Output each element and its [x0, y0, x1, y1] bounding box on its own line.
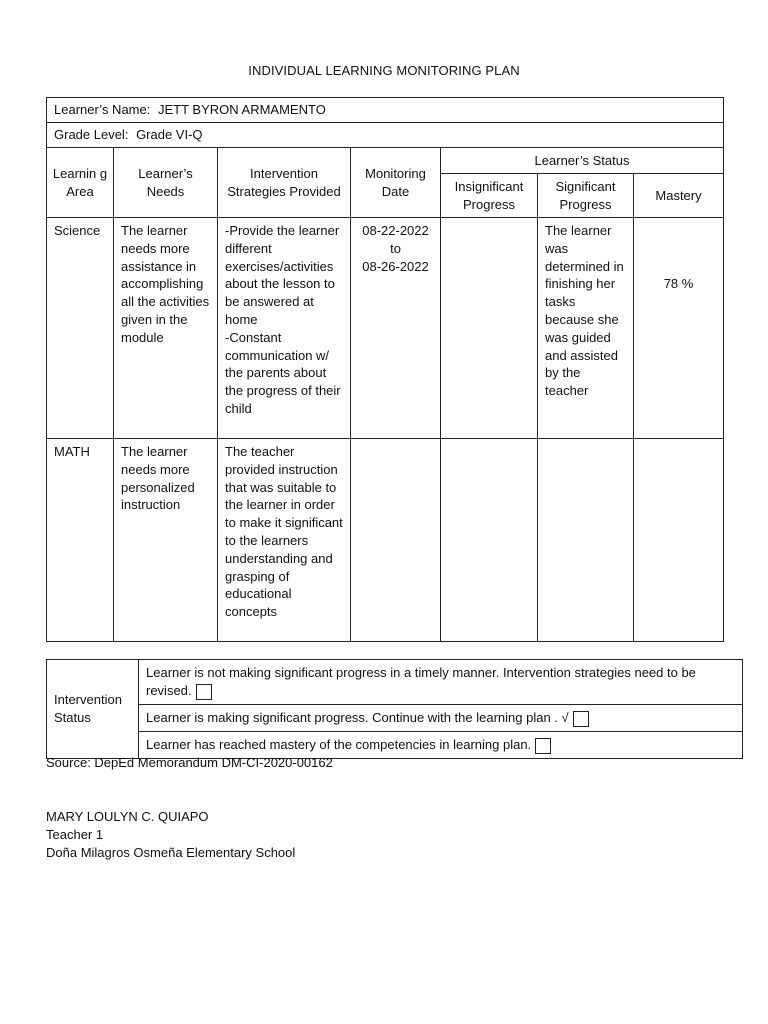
- status-option-revise: [139, 660, 743, 705]
- header-monitoring-date: Monitoring Date: [351, 148, 441, 218]
- header-learners-status: Learner’s Status: [441, 148, 724, 174]
- cell-insignificant-progress: [441, 439, 538, 642]
- grade-level-value: Grade VI-Q: [136, 127, 203, 142]
- checkbox-icon[interactable]: [535, 738, 551, 754]
- monitoring-plan-table: [46, 97, 724, 642]
- status-option-text: Learner is not making significant progress in a timely manner. Intervention strategies need to be revised.: [146, 665, 696, 698]
- cell-significant-progress: [538, 439, 634, 642]
- header-row-1: [47, 148, 724, 174]
- cell-monitoring-date: [351, 439, 441, 642]
- status-option-text: Learner has reached mastery of the competencies in learning plan.: [146, 737, 532, 752]
- status-row-1: [47, 660, 743, 705]
- signature-block: [46, 808, 295, 862]
- checkbox-icon[interactable]: [196, 684, 212, 700]
- cell-learners-needs: The learner needs more personalized instruction: [114, 439, 218, 642]
- school-name: Doña Milagros Osmeña Elementary School: [46, 845, 296, 860]
- learner-name-cell: [47, 98, 724, 123]
- header-significant-progress: Significant Progress: [538, 174, 634, 218]
- learner-name-label: Learner’s Name:: [54, 102, 151, 117]
- status-row-2: [47, 705, 743, 732]
- cell-monitoring-date: 08-22-2022 to 08-26-2022: [351, 218, 441, 439]
- header-insignificant-progress: Insignificant Progress: [441, 174, 538, 218]
- mastery-value: 78 %: [663, 276, 694, 291]
- cell-learners-needs: The learner needs more assistance in accomplishing all the activities given in the module: [114, 218, 218, 439]
- header-learning-area: Learnin g Area: [47, 148, 114, 218]
- teacher-position: Teacher 1: [46, 827, 104, 842]
- grade-level-cell: [47, 123, 724, 148]
- grade-level-row: [47, 123, 724, 148]
- header-mastery: Mastery: [634, 174, 724, 218]
- header-learners-needs: Learner’s Needs: [114, 148, 218, 218]
- cell-mastery: [634, 439, 724, 642]
- cell-significant-progress: The learner was determined in finishing her tasks because she was guided and assisted by the teacher: [538, 218, 634, 439]
- document-title: INDIVIDUAL LEARNING MONITORING PLAN: [248, 63, 520, 78]
- cell-insignificant-progress: [441, 218, 538, 439]
- header-intervention-strategies: Intervention Strategies Provided: [218, 148, 351, 218]
- status-option-text: Learner is making significant progress. Continue with the learning plan . √: [146, 710, 569, 725]
- learner-name-row: [47, 98, 724, 123]
- cell-learning-area: Science: [47, 218, 114, 439]
- table-row-science: [47, 218, 724, 439]
- status-option-continue: [139, 705, 743, 732]
- teacher-name: MARY LOULYN C. QUIAPO: [46, 809, 209, 824]
- learner-name-value: JETT BYRON ARMAMENTO: [157, 102, 326, 117]
- cell-intervention-strategies: -Provide the learner different exercises/activities about the lesson to be answered at home -Constant communication w/ the parents about the progress of their child: [218, 218, 351, 439]
- cell-mastery: [634, 218, 724, 439]
- intervention-status-table: [46, 659, 743, 759]
- cell-intervention-strategies: The teacher provided instruction that was suitable to the learner in order to make it significant to the learners understanding and grasping of educational concepts: [218, 439, 351, 642]
- cell-learning-area: MATH: [47, 439, 114, 642]
- table-row-math: [47, 439, 724, 642]
- grade-level-label: Grade Level:: [54, 127, 129, 142]
- checkbox-icon[interactable]: [573, 711, 589, 727]
- intervention-status-label: Intervention Status: [47, 660, 139, 759]
- source-note: Source: DepEd Memorandum DM-CI-2020-00162: [46, 755, 333, 770]
